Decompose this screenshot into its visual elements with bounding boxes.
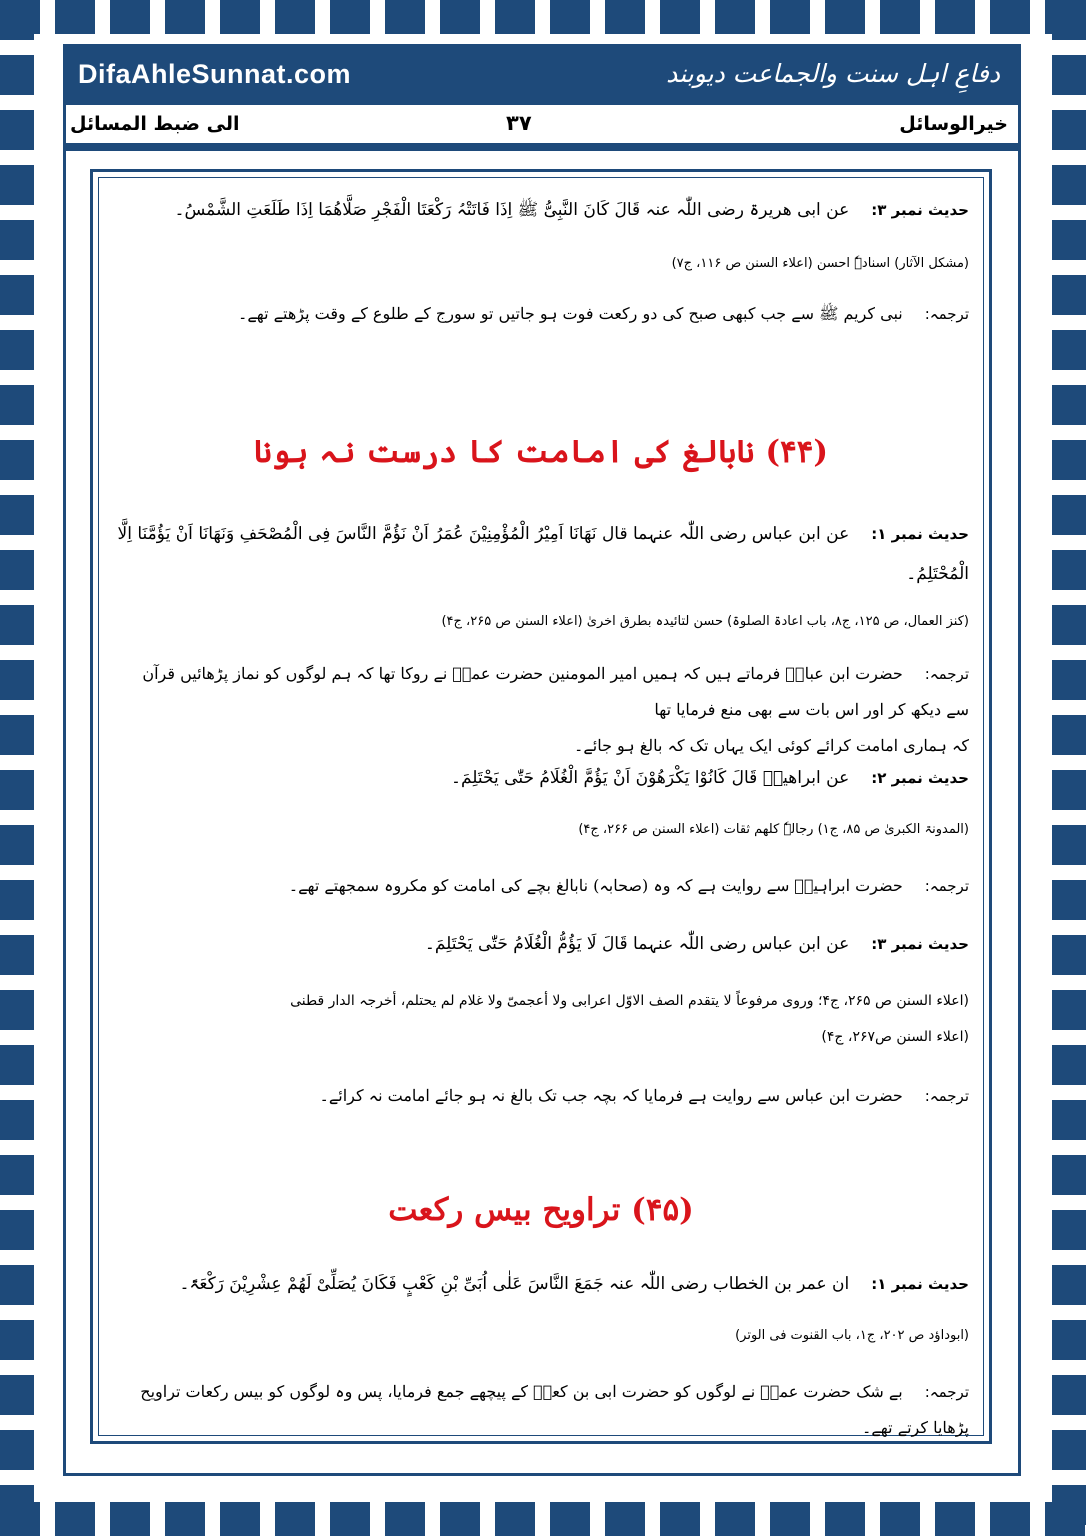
hadith-text-cont: الْمُحْتَلِمُ۔ bbox=[906, 564, 969, 584]
hadith-45-1-translation bbox=[115, 1374, 969, 1446]
hadith-label: حدیث نمبر ۳: bbox=[871, 201, 969, 219]
section-heading-45: (۴۵) تراویح بیس رکعت bbox=[388, 1192, 694, 1228]
translation-text: نبی کریم ﷺ سے جب کبھی صبح کی دو رکعت فوت ہو جاتیں تو سورج کے طلوع کے وقت پڑھتے تھے۔ bbox=[237, 304, 903, 323]
hadith-44-2-ref bbox=[115, 818, 969, 842]
frame-bottom bbox=[0, 1502, 1086, 1536]
hadith-label: حدیث نمبر ۱: bbox=[871, 1275, 969, 1293]
translation-label: ترجمہ: bbox=[924, 1087, 969, 1105]
running-header bbox=[66, 105, 1018, 143]
page-number: ۳۷ bbox=[506, 111, 532, 135]
site-name[interactable]: DifaAhleSunnat.com bbox=[78, 59, 352, 89]
hadith-text: عن ابن عباس رضی اللّٰہ عنہما قَالَ لَا یَؤُمُّ الْغُلَامُ حَتّٰی یَحْتَلِمَ۔ bbox=[424, 934, 850, 954]
translation-label: ترجمہ: bbox=[924, 877, 969, 895]
hadith-44-3-translation bbox=[115, 1078, 969, 1114]
header-bar bbox=[66, 47, 1018, 105]
frame-top bbox=[0, 0, 1086, 34]
hadith-text: عن ابراھیمؒ قَالَ کَانُوْا یَکْرَھُوْنَ اَنْ یَؤُمَّ الْغُلَامُ حَتّٰی یَحْتَلِمَ۔ bbox=[451, 768, 850, 788]
org-name: دفاعِ اہل سنت والجماعت دیوبند bbox=[666, 59, 1000, 88]
translation-label: ترجمہ: bbox=[924, 665, 969, 683]
hadith-45-1-ref bbox=[115, 1324, 969, 1348]
translation-label: ترجمہ: bbox=[924, 1383, 969, 1401]
hadith-44-2 bbox=[115, 758, 969, 798]
reference-cont: (اعلاء السنن ص۲۶۷، ج۴) bbox=[821, 1029, 969, 1045]
content-frame-inner bbox=[98, 177, 984, 1436]
translation-text: حضرت ابراہیمؒ سے روایت ہے کہ وہ (صحابہ) نابالغ بچے کی امامت کو مکروہ سمجھتے تھے۔ bbox=[288, 876, 903, 895]
reference: (کنز العمال، ص ۱۲۵، ج۸، باب اعادۃ الصلوۃ) حسن لتائیدہ بطرق اخریٰ (اعلاء السنن ص ۲۶۵، ج۴) bbox=[441, 614, 969, 629]
hadith-44-1-ref bbox=[115, 610, 969, 634]
translation-text: حضرت ابن عباس سے روایت ہے فرمایا کہ بچہ جب تک بالغ نہ ہو جائے امامت نہ کرائے۔ bbox=[319, 1086, 903, 1105]
reference: (ابوداؤد ص ۲۰۲، ج۱، باب القنوت فی الوتر) bbox=[735, 1328, 969, 1343]
translation-text: حضرت ابن عباسؓ فرماتے ہیں کہ ہمیں امیر المومنین حضرت عمرؓ نے روکا تھا کہ ہم لوگوں کو نماز پڑھائیں قرآن سے دیکھ کر اور اس بات سے بھی منع فرمایا تھا bbox=[142, 664, 969, 719]
hadith-text: عن ابی ھریرۃ رضی اللّٰہ عنہ قَالَ کَانَ النَّبِیُّ ﷺ اِذَا فَاتَتْہُ رَکْعَتَا الْفَجْرِ صَلَّاھُمَا اِذَا طَلَعَتِ الشَّمْسُ۔ bbox=[174, 200, 850, 220]
hadith-3a-ref bbox=[115, 252, 969, 276]
hadith-44-3 bbox=[115, 924, 969, 964]
content-frame bbox=[90, 169, 992, 1444]
frame-left bbox=[0, 0, 34, 1536]
page bbox=[63, 44, 1021, 1476]
translation-label: ترجمہ: bbox=[924, 305, 969, 323]
hadith-label: حدیث نمبر ۲: bbox=[871, 769, 969, 787]
book-title: خیرالوسائل bbox=[899, 113, 1008, 135]
translation-text-cont: کہ ہماری امامت کرائے کوئی ایک یہاں تک کہ بالغ ہو جائے۔ bbox=[573, 736, 969, 755]
hadith-44-3-ref bbox=[115, 982, 969, 1054]
hadith-label: حدیث نمبر ۳: bbox=[871, 935, 969, 953]
reference: (اعلاء السنن ص ۲۶۵، ج۴؛ وروی مرفوعاً لا یتقدم الصف الاوّل اعرابی ولا أعجمیّ ولا غلام لم یحتلم، أخرجہ الدار قطنی bbox=[290, 993, 969, 1009]
section-heading-44: (۴۴) نابالغ کی امامت کا درست نہ ہونا bbox=[253, 434, 829, 470]
translation-text: بے شک حضرت عمرؓ نے لوگوں کو حضرت ابی بن کعبؓ کے پیچھے جمع فرمایا، پس وہ لوگوں کو بیس رکعات تراویح پڑھایا کرتے تھے۔ bbox=[140, 1382, 969, 1437]
hadith-45-1 bbox=[115, 1264, 969, 1304]
hadith-44-1 bbox=[115, 514, 969, 594]
hadith-text: عن ابن عباس رضی اللّٰہ عنہما قال نَھَانَا اَمِیْرُ الْمُؤْمِنِیْنَ عُمَرُ اَنْ نَؤُمَّ النَّاسَ فِی الْمُصْحَفِ وَنَھَانَا اَنْ یَؤُمَّنَا اِلَّا bbox=[117, 524, 850, 544]
hadith-44-2-translation bbox=[115, 868, 969, 904]
frame-right bbox=[1052, 0, 1086, 1536]
hadith-text: ان عمر بن الخطاب رضی اللّٰہ عنہ جَمَعَ النَّاسَ عَلٰی اُبَیِّ بْنِ کَعْبٍ فَکَانَ یُصَلِّیْ لَھُمْ عِشْرِیْنَ رَکْعَۃً۔ bbox=[179, 1274, 850, 1294]
hadith-3a bbox=[115, 190, 969, 230]
reference: (مشکل الآثار) اسنادہٗ احسن (اعلاء السنن ص ۱۱۶، ج۷) bbox=[671, 256, 969, 271]
reference: (المدونۃ الکبریٰ ص ۸۵، ج۱) رجالہٗ کلھم ثقات (اعلاء السنن ص ۲۶۶، ج۴) bbox=[578, 822, 969, 837]
hadith-3a-translation bbox=[115, 296, 969, 332]
hadith-label: حدیث نمبر ۱: bbox=[871, 525, 969, 543]
header-rule bbox=[66, 143, 1018, 151]
hadith-44-1-translation bbox=[115, 656, 969, 764]
book-subtitle: الی ضبط المسائل bbox=[70, 113, 240, 135]
